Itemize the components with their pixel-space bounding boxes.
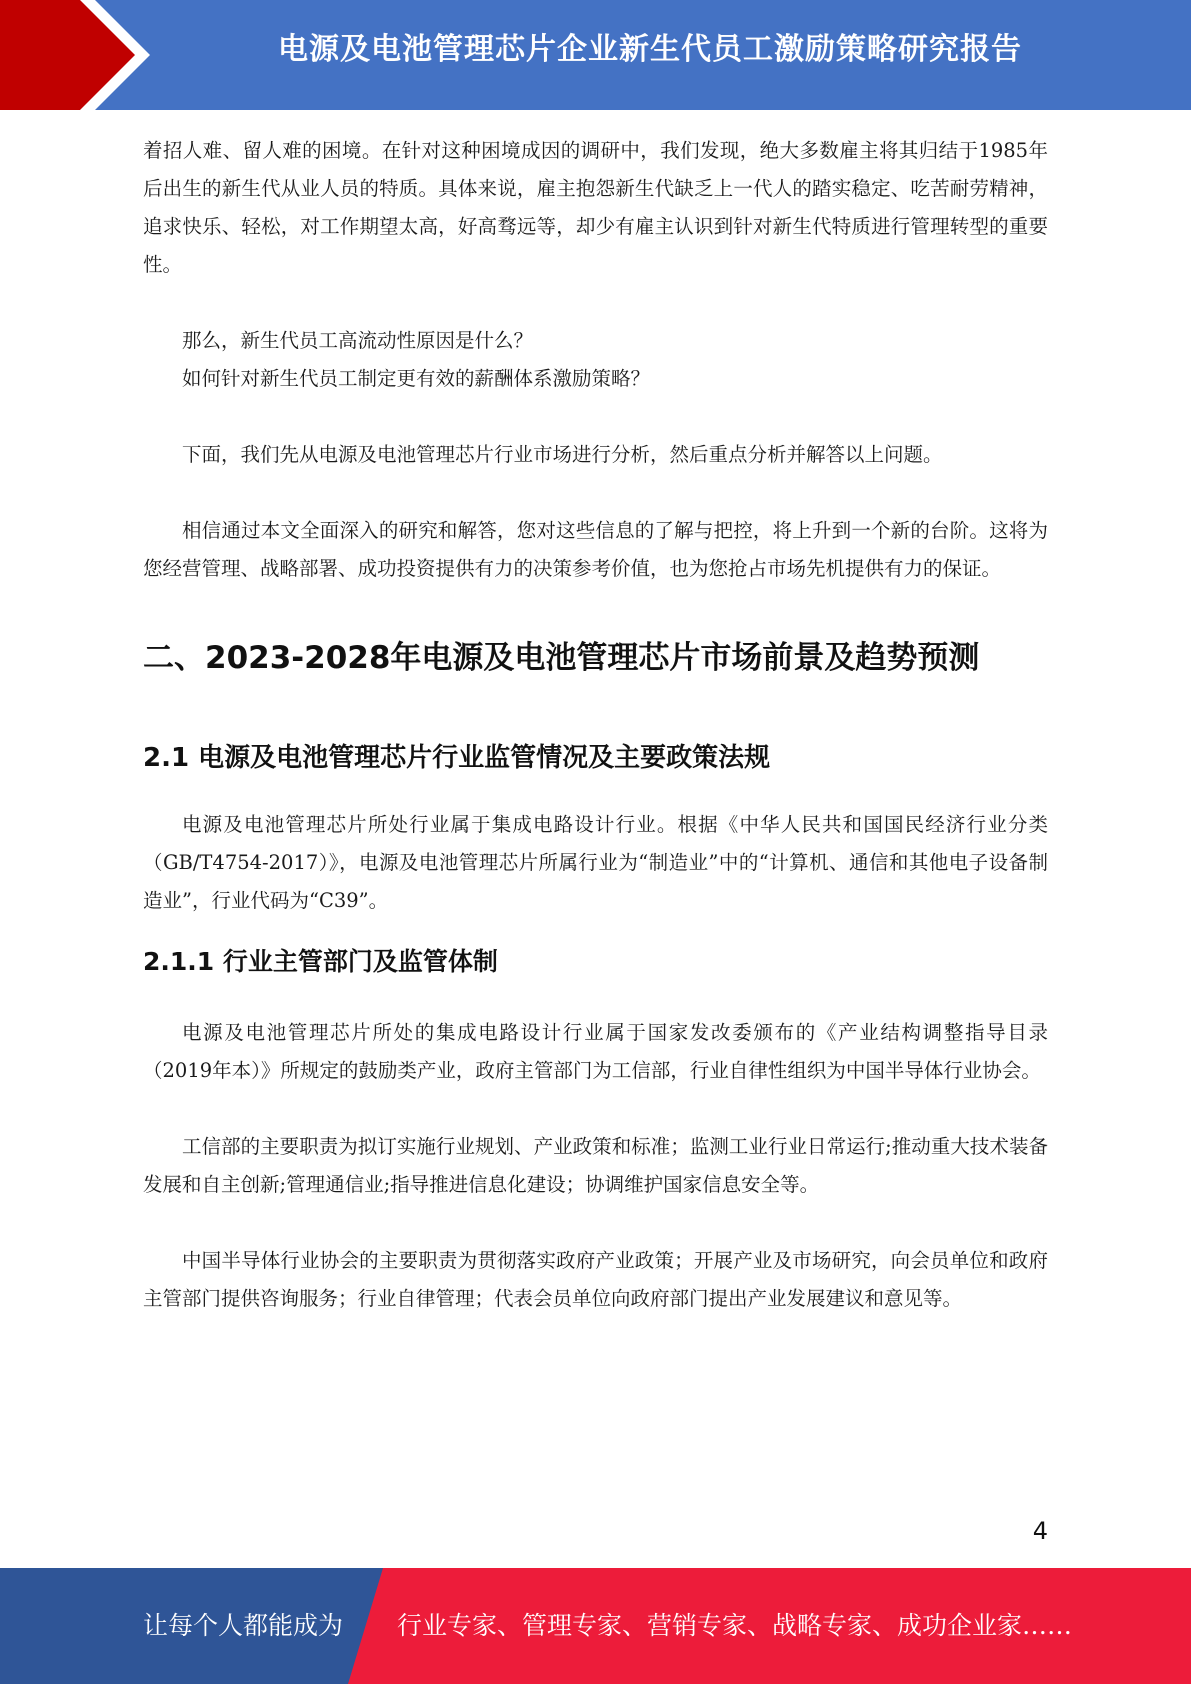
page-number: 4: [1032, 1517, 1048, 1545]
question-2: 如何针对新生代员工制定更有效的薪酬体系激励策略？: [182, 367, 651, 390]
subsection-heading-2-1-1: 2.1.1 行业主管部门及监管体制: [143, 947, 498, 976]
paragraph-csia-duties: 中国半导体行业协会的主要职责为贯彻落实政府产业政策；开展产业及市场研究，向会员单位和政府主管部门提供咨询服务；行业自律管理；代表会员单位向政府部门提出产业发展建议和意见等。: [143, 1249, 1048, 1310]
document-body: [143, 132, 1048, 1318]
paragraph-miit-duties: 工信部的主要职责为拟订实施行业规划、产业政策和标准；监测工业行业日常运行;推动重大技术装备发展和自主创新;管理通信业;指导推进信息化建设；协调维护国家信息安全等。: [143, 1135, 1048, 1196]
header-banner: [0, 0, 1191, 110]
paragraph-intro: 着招人难、留人难的困境。在针对这种困境成因的调研中，我们发现，绝大多数雇主将其归结于1985年后出生的新生代从业人员的特质。具体来说，雇主抱怨新生代缺乏上一代人的踏实稳定、吃苦耐劳精神，追求快乐、轻松，对工作期望太高，好高骛远等，却少有雇主认识到针对新生代特质进行管理转型的重要性。: [143, 139, 1048, 276]
paragraph-industry-classification: 电源及电池管理芯片所处行业属于集成电路设计行业。根据《中华人民共和国国民经济行业分类（GB/T4754-2017）》，电源及电池管理芯片所属行业为“制造业”中的“计算机、通信和其他电子设备制造业”，行业代码为“C39”。: [143, 813, 1048, 912]
report-title: 电源及电池管理芯片企业新生代员工激励策略研究报告: [278, 32, 1022, 67]
subsection-heading-2-1: 2.1 电源及电池管理芯片行业监管情况及主要政策法规: [143, 743, 771, 773]
question-1: 那么，新生代员工高流动性原因是什么？: [182, 329, 534, 352]
footer-banner: [0, 1568, 1191, 1684]
paragraph-analysis: 下面，我们先从电源及电池管理芯片行业市场进行分析，然后重点分析并解答以上问题。: [182, 443, 943, 466]
footer-slogan-right: 行业专家、管理专家、营销专家、战略专家、成功企业家……: [397, 1611, 1073, 1640]
paragraph-regulatory-body: 电源及电池管理芯片所处的集成电路设计行业属于国家发改委颁布的《产业结构调整指导目录（2019年本）》所规定的鼓励类产业，政府主管部门为工信部，行业自律性组织为中国半导体行业协会。: [143, 1021, 1048, 1082]
footer-slogan-left: 让每个人都能成为: [143, 1611, 344, 1640]
section-heading-2: 二、2023-2028年电源及电池管理芯片市场前景及趋势预测: [143, 640, 980, 676]
paragraph-value: 相信通过本文全面深入的研究和解答，您对这些信息的了解与把控，将上升到一个新的台阶。这将为您经营管理、战略部署、成功投资提供有力的决策参考价值，也为您抢占市场先机提供有力的保证。: [143, 519, 1048, 580]
